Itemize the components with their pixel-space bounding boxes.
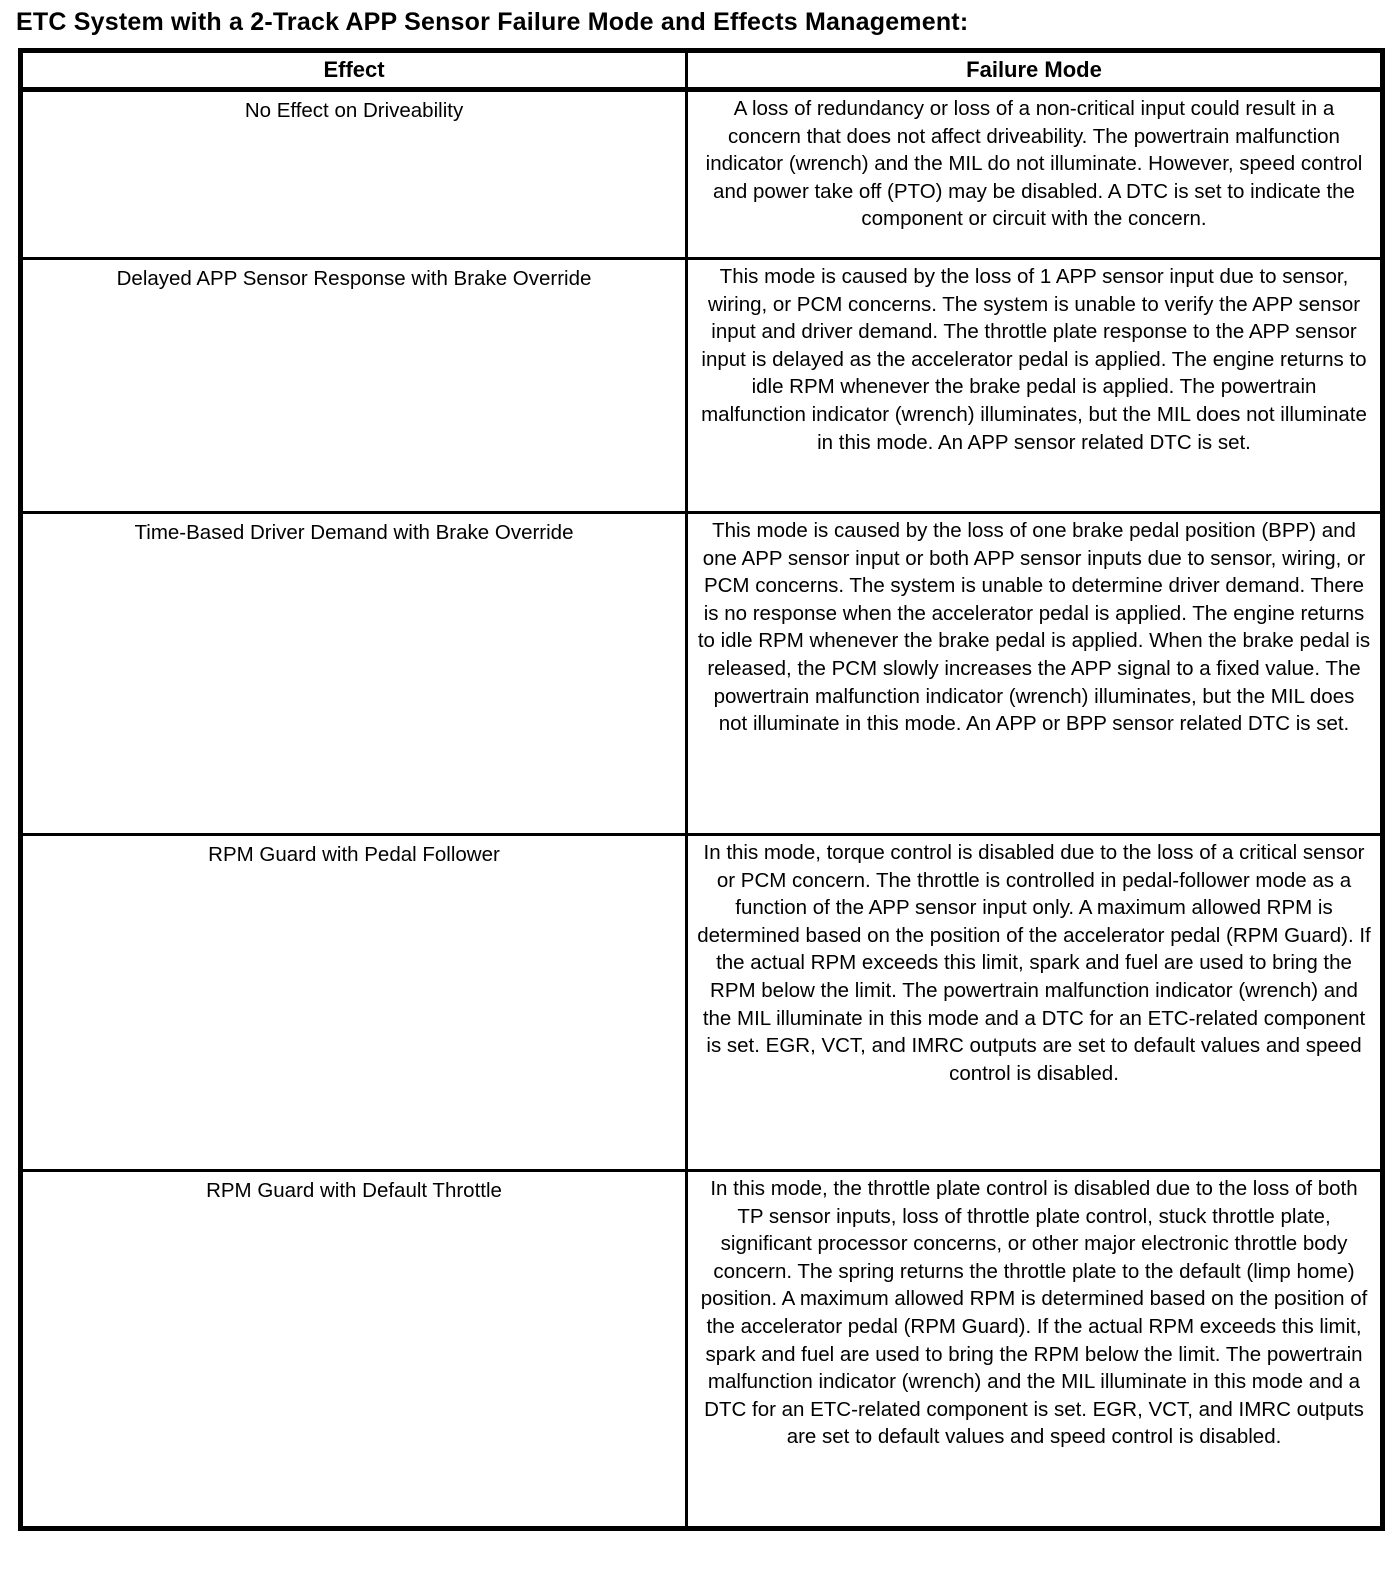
page-title: ETC System with a 2-Track APP Sensor Failure Mode and Effects Management: bbox=[16, 8, 969, 36]
table-row bbox=[21, 259, 1383, 513]
effect-cell: RPM Guard with Pedal Follower bbox=[21, 835, 687, 1171]
failure-mode-cell: In this mode, the throttle plate control is disabled due to the loss of both TP sensor inputs, loss of throttle plate control, stuck throttle plate, significant processor concerns, or other major electronic throttle body concern. The spring returns the throttle plate to the default (limp home) position. A maximum allowed RPM is determined based on the position of the accelerator pedal (RPM Guard). If the actual RPM exceeds this limit, spark and fuel are used to bring the RPM below the limit. The powertrain malfunction indicator (wrench) and the MIL illuminate in this mode and a DTC for an ETC-related component is set. EGR, VCT, and IMRC outputs are set to default values and speed control is disabled. bbox=[687, 1171, 1383, 1529]
effect-cell: Delayed APP Sensor Response with Brake Override bbox=[21, 259, 687, 513]
failure-mode-cell: This mode is caused by the loss of 1 APP sensor input due to sensor, wiring, or PCM concerns. The system is unable to verify the APP sensor input and driver demand. The throttle plate response to the APP sensor input is delayed as the accelerator pedal is applied. The engine returns to idle RPM whenever the brake pedal is applied. The powertrain malfunction indicator (wrench) illuminates, but the MIL does not illuminate in this mode. An APP sensor related DTC is set. bbox=[687, 259, 1383, 513]
table-header-row bbox=[21, 51, 1383, 90]
table-row bbox=[21, 90, 1383, 259]
table-row bbox=[21, 835, 1383, 1171]
effect-cell: Time-Based Driver Demand with Brake Override bbox=[21, 513, 687, 835]
effect-cell: RPM Guard with Default Throttle bbox=[21, 1171, 687, 1529]
fmea-table bbox=[18, 48, 1385, 1531]
failure-mode-cell: In this mode, torque control is disabled due to the loss of a critical sensor or PCM concern. The throttle is controlled in pedal-follower mode as a function of the APP sensor input only. A maximum allowed RPM is determined based on the position of the accelerator pedal (RPM Guard). If the actual RPM exceeds this limit, spark and fuel are used to bring the RPM below the limit. The powertrain malfunction indicator (wrench) and the MIL illuminate in this mode and a DTC for an ETC-related component is set. EGR, VCT, and IMRC outputs are set to default values and speed control is disabled. bbox=[687, 835, 1383, 1171]
table-row bbox=[21, 1171, 1383, 1529]
column-header-effect: Effect bbox=[21, 51, 687, 90]
failure-mode-cell: This mode is caused by the loss of one brake pedal position (BPP) and one APP sensor input or both APP sensor inputs due to sensor, wiring, or PCM concerns. The system is unable to determine driver demand. There is no response when the accelerator pedal is applied. The engine returns to idle RPM whenever the brake pedal is applied. When the brake pedal is released, the PCM slowly increases the APP signal to a fixed value. The powertrain malfunction indicator (wrench) illuminates, but the MIL does not illuminate in this mode. An APP or BPP sensor related DTC is set. bbox=[687, 513, 1383, 835]
table-row bbox=[21, 513, 1383, 835]
effect-cell: No Effect on Driveability bbox=[21, 90, 687, 259]
column-header-failure-mode: Failure Mode bbox=[687, 51, 1383, 90]
failure-mode-cell: A loss of redundancy or loss of a non-critical input could result in a concern that does not affect driveability. The powertrain malfunction indicator (wrench) and the MIL do not illuminate. However, speed control and power take off (PTO) may be disabled. A DTC is set to indicate the component or circuit with the concern. bbox=[687, 90, 1383, 259]
